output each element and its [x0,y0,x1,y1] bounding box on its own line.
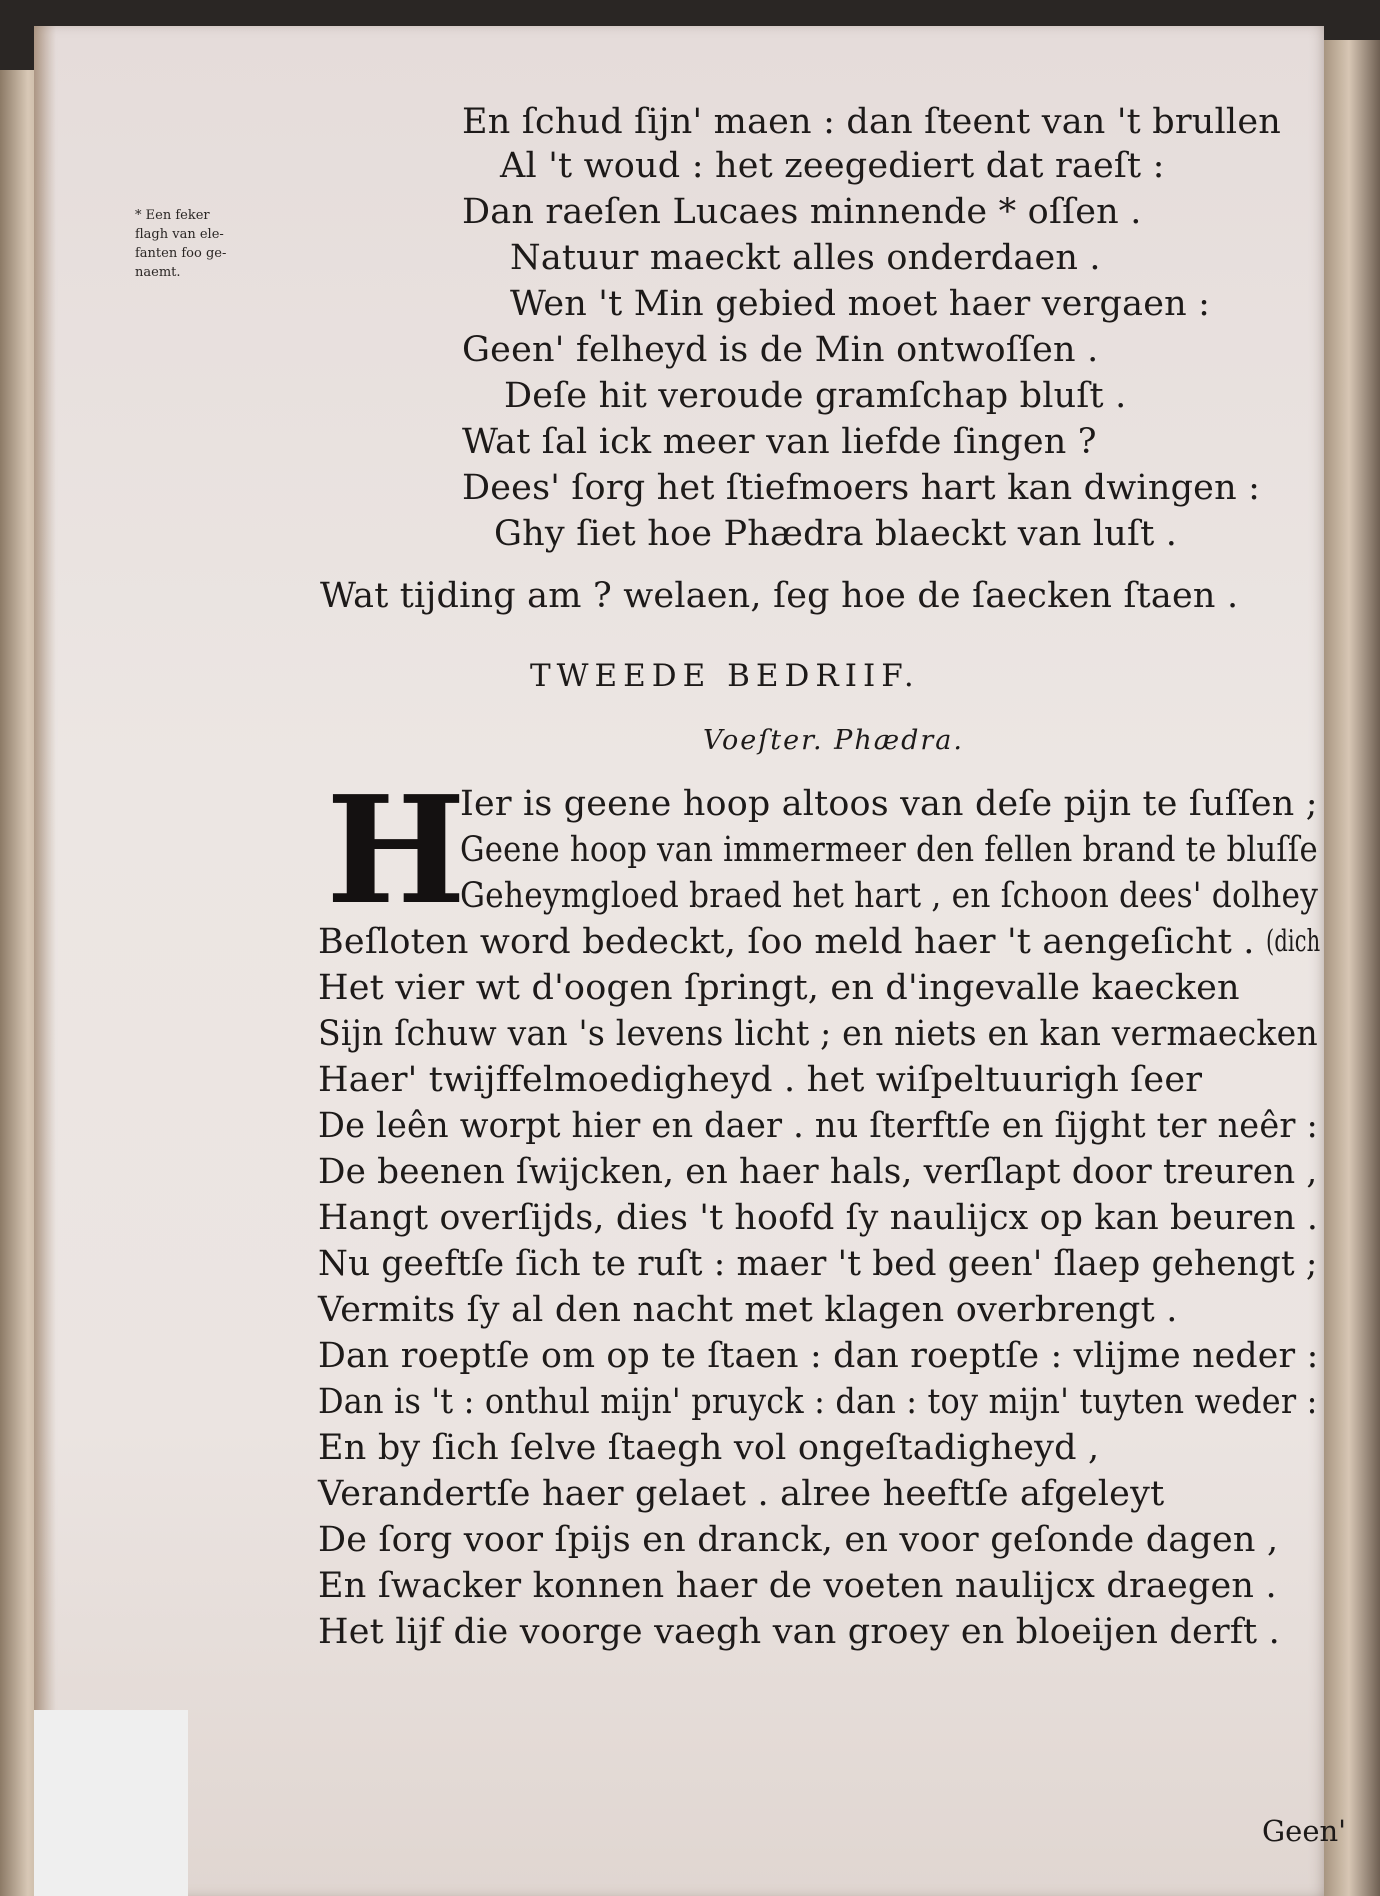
drop-cap: H [326,763,466,937]
verse-line: Verandertſe haer gelaet . alree heeftſe afgeleyt [318,1474,1165,1514]
verse-line: Dan is 't : onthul mijn' pruyck : dan : toy mijn' tuyten weder : [318,1382,1318,1422]
verse-line: Het lijf die voorge vaegh van groey en bloeijen derft . [318,1612,1280,1652]
verse-line: Geheymgloed braed het hart , en ſchoon dees' dolhey [460,876,1319,916]
bottom-left-patch [34,1710,188,1896]
margin-note-line: flagh van ele- [135,227,224,242]
verse-line: Natuur maeckt alles onderdaen . [510,238,1101,278]
verse-line: Ghy ſiet hoe Phædra blaeckt van luſt . [494,514,1178,554]
transition-line: Wat tijding am ? welaen, ſeg hoe de ſaecken ſtaen . [320,576,1239,616]
verse-line: Hangt overſijds, dies 't hoofd ſy naulijcx op kan beuren . [318,1198,1319,1238]
verse-line: Dan roeptſe om op te ſtaen : dan roeptſe : vlijme neder : [318,1336,1319,1376]
verse-line: De beenen ſwijcken, en haer hals, verſlapt door treuren , [318,1152,1318,1192]
verse-line: Geen' felheyd is de Min ontwoſſen . [462,330,1099,370]
speaker-names: Voeſter. Phædra. [703,725,964,756]
margin-note-line: * Een feker [135,208,210,223]
book-right-edge [1318,40,1380,1896]
verse-line: Dan raeſen Lucaes minnende * oſſen . [462,192,1142,232]
verse-line: En ſwacker konnen haer de voeten naulijcx draegen . [318,1566,1277,1606]
page-gutter-shadow [34,26,56,1896]
catchword: Geen' [1262,1814,1347,1848]
verse-line: Beſloten word bedeckt, ſoo meld haer 't aengeſicht . [318,922,1255,962]
verse-line: Wat ſal ick meer van liefde ſingen ? [462,422,1097,462]
verse-line: Vermits ſy al den nacht met klagen overbrengt . [318,1290,1178,1330]
verse-line: Deſe hit veroude gramſchap bluſt . [504,376,1127,416]
verse-line: Het vier wt d'oogen ſpringt, en d'ingevalle kaecken [318,968,1240,1008]
verse-line: Haer' twijffelmoedigheyd . het wiſpeltuurigh ſeer [318,1060,1203,1100]
right-margin-fragment: (dich [1266,924,1321,959]
verse-line: Ier is geene hoop altoos van deſe pijn te ſuſſen ; [460,784,1318,824]
verse-line: Dees' ſorg het ſtiefmoers hart kan dwingen : [462,468,1261,508]
verse-line: Nu geeftſe ſich te ruſt : maer 't bed geen' ſlaep gehengt ; [318,1244,1318,1284]
margin-note-line: fanten foo ge- [135,246,227,261]
verse-line: Al 't woud : het zeegediert dat raeſt : [500,146,1165,186]
verse-line: Sijn ſchuw van 's levens licht ; en niets en kan vermaecken [318,1014,1318,1054]
margin-note [135,206,265,282]
verse-line: Geene hoop van immermeer den fellen brand te bluſſe [460,830,1318,870]
verse-line: De ſorg voor ſpijs en dranck, en voor geſonde dagen , [318,1520,1279,1560]
margin-note-line: naemt. [135,265,181,280]
verse-line: De leên worpt hier en daer . nu ſterftſe en ſijght ter neêr : [318,1106,1319,1146]
verse-line: Wen 't Min gebied moet haer vergaen : [510,284,1211,324]
verse-line: En by ſich ſelve ſtaegh vol ongeſtadigheyd , [318,1428,1100,1468]
act-heading: TWEEDE BEDRIIF. [530,658,920,694]
verse-line: En ſchud ſijn' maen : dan ſteent van 't brullen [462,102,1281,142]
